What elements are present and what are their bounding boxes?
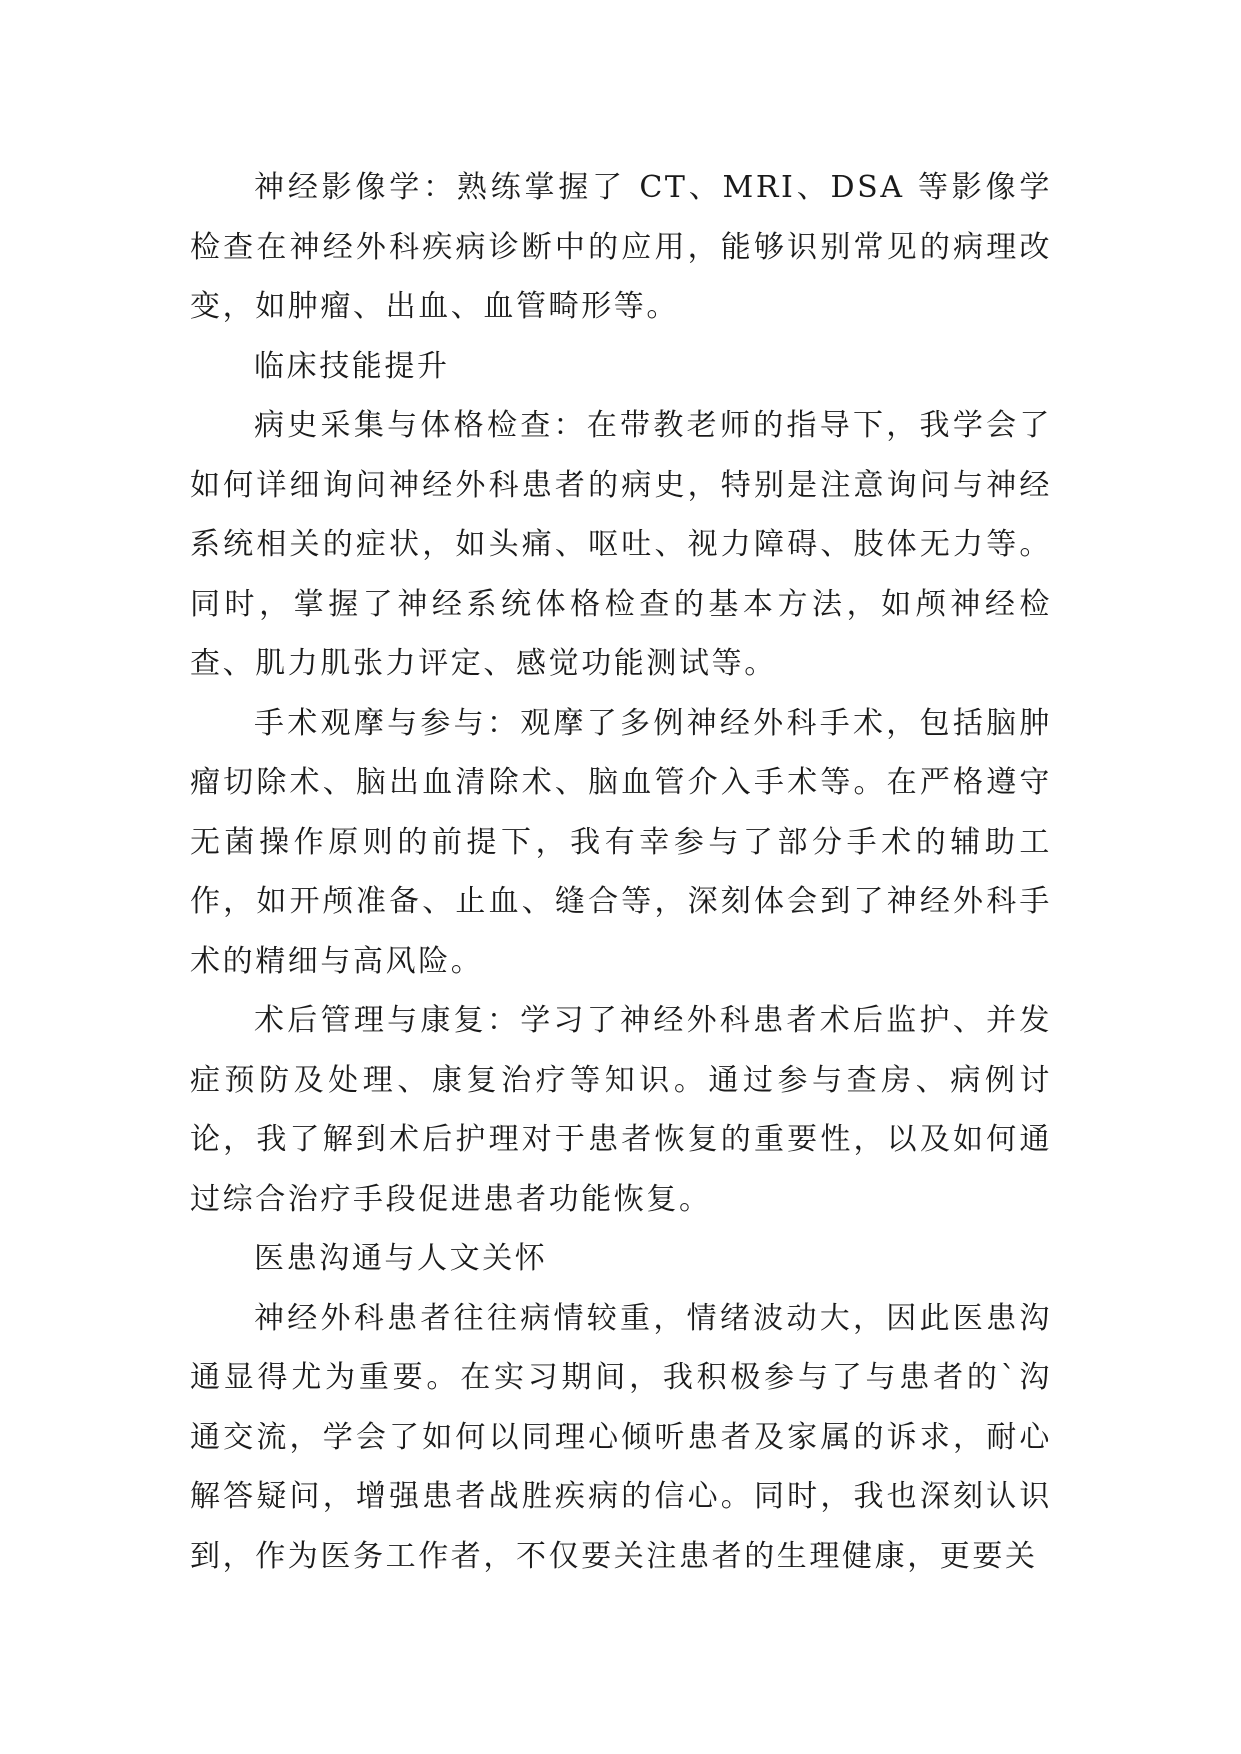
paragraph-neuroimaging: 神经影像学：熟练掌握了 CT、MRI、DSA 等影像学检查在神经外科疾病诊断中的应用，能够识别常见的病理改变，如肿瘤、出血、血管畸形等。 — [190, 170, 1052, 324]
paragraph-communication: 神经外科患者往往病情较重，情绪波动大，因此医患沟通显得尤为重要。在实习期间，我积极参与了与患者的`沟通交流，学会了如何以同理心倾听患者及家属的诉求，耐心解答疑问，增强患者战胜疾病的信心。同时，我也深刻认识到，作为医务工作者，不仅要关注患者的生理健康，更要关 — [190, 1300, 1052, 1574]
paragraph-surgery-observation: 手术观摩与参与：观摩了多例神经外科手术，包括脑肿瘤切除术、脑出血清除术、脑血管介入手术等。在严格遵守无菌操作原则的前提下，我有幸参与了部分手术的辅助工作，如开颅准备、止血、缝合等，深刻体会到了神经外科手术的精细与高风险。 — [190, 705, 1052, 979]
paragraph-postop-management: 术后管理与康复：学习了神经外科患者术后监护、并发症预防及处理、康复治疗等知识。通过参与查房、病例讨论，我了解到术后护理对于患者恢复的重要性，以及如何通过综合治疗手段促进患者功能恢复。 — [190, 1003, 1052, 1217]
section-heading-clinical-skills: 临床技能提升 — [254, 348, 450, 384]
document-body — [190, 158, 1052, 1586]
section-heading-communication: 医患沟通与人文关怀 — [254, 1241, 548, 1276]
paragraph-history-and-exam: 病史采集与体格检查：在带教老师的指导下，我学会了如何详细询问神经外科患者的病史，特别是注意询问与神经系统相关的症状，如头痛、呕吐、视力障碍、肢体无力等。同时，掌握了神经系统体格检查的基本方法，如颅神经检查、肌力肌张力评定、感觉功能测试等。 — [190, 408, 1052, 681]
